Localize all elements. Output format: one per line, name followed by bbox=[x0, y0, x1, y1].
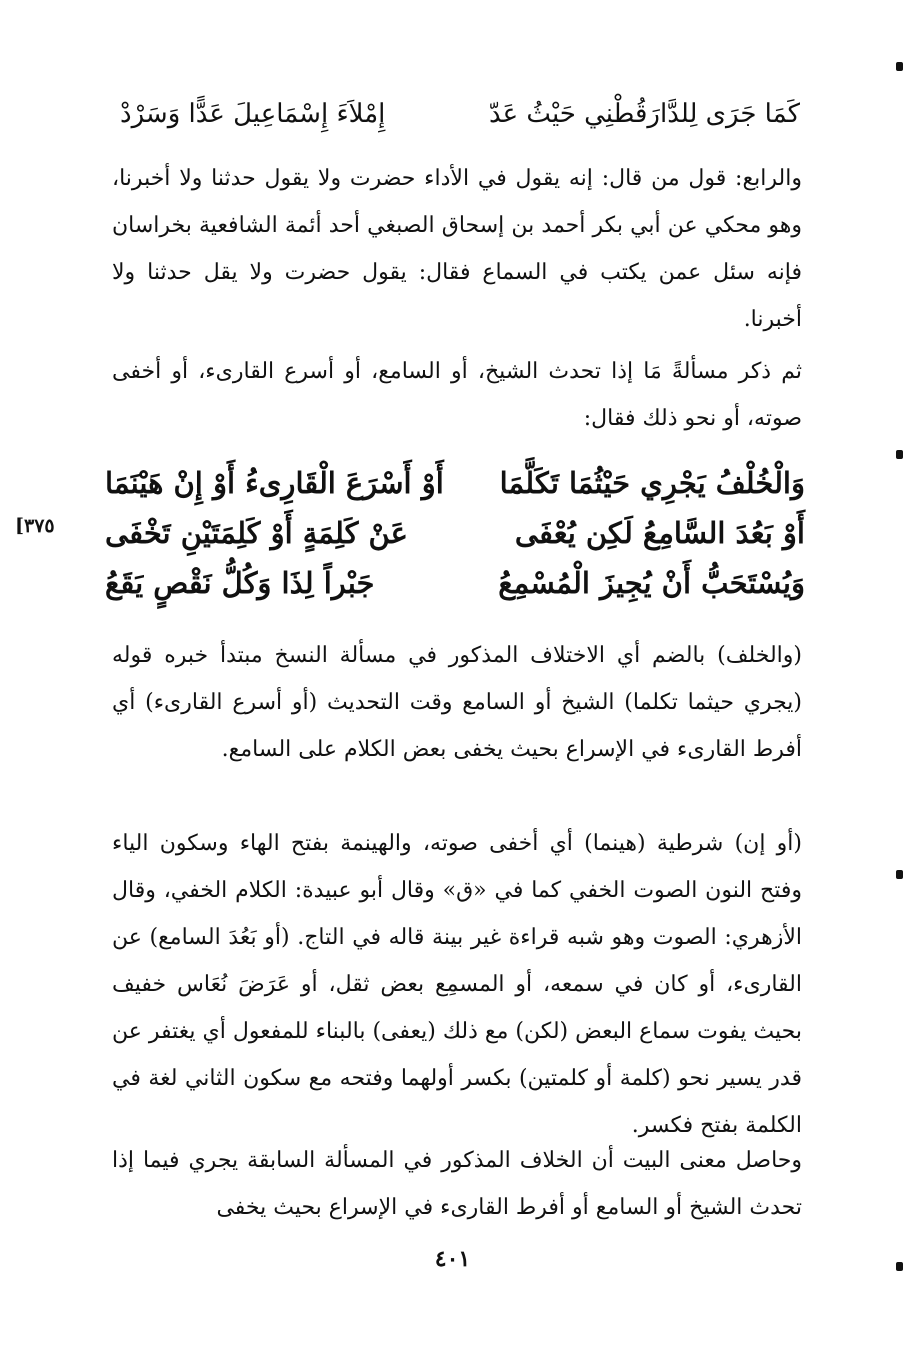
verse-line bbox=[105, 508, 805, 558]
verse-hemistich-left: أَوْ أَسْرَعَ الْقَارِىءُ أَوْ إِنْ هَيْنَمَا bbox=[105, 466, 444, 500]
page-edge-mark bbox=[896, 450, 903, 459]
verse-hemistich-right: كَمَا جَرَى لِلدَّارَقُطْنِي حَيْثُ عَدّ bbox=[489, 99, 800, 129]
verse-hemistich-right: وَيُسْتَحَبُّ أَنْ يُجِيزَ الْمُسْمِعُ bbox=[498, 566, 805, 600]
verse-hemistich-right: أَوْ بَعُدَ السَّامِعُ لَكِن يُعْفَى bbox=[514, 516, 805, 550]
page-number: ٤٠١ bbox=[434, 1246, 471, 1272]
verse-hemistich-right: وَالْخُلْفُ يَجْرِي حَيْثُمَا تَكَلَّمَا bbox=[499, 466, 805, 500]
verse-line bbox=[105, 558, 805, 608]
paragraph-summary: وحاصل معنى البيت أن الخلاف المذكور في المسألة السابقة يجري فيما إذا تحدث الشيخ أو السامع أو أفرط القارىء في الإسراع بحيث يخفى bbox=[112, 1148, 802, 1220]
verse-hemistich-left: إِمْلاَءَ إِسْمَاعِيلَ عَدًّا وَسَرْدْ bbox=[120, 99, 386, 129]
paragraph-commentary-khulf: (والخلف) بالضم أي الاختلاف المذكور في مسألة النسخ مبتدأ خبره قوله (يجري حيثما تكلما) الشيخ أو السامع وقت التحديث (أو أسرع القارىء) أي أفرط القارىء في الإسراع بحيث يخفى بعض الكلام على السامع. bbox=[112, 643, 802, 762]
verse-line bbox=[105, 458, 805, 508]
verse-couplet bbox=[120, 92, 800, 136]
paragraph-fourth-opinion: والرابع: قول من قال: إنه يقول في الأداء حضرت ولا يقول حدثنا ولا أخبرنا، وهو محكي عن أبي بكر أحمد بن إسحاق الصبغي أحد أئمة الشافعية بخراسان فإنه سئل عمن يكتب في السماع فقال: يقول حضرت ولا يقل حدثنا ولا أخبرنا. bbox=[112, 166, 802, 332]
page-edge-mark bbox=[896, 870, 903, 879]
page-edge-mark bbox=[896, 1262, 903, 1271]
verse-hemistich-left: عَنْ كَلِمَةٍ أَوْ كَلِمَتَيْنِ تَخْفَى bbox=[105, 516, 408, 550]
paragraph-commentary-haynama: (أو إن) شرطية (هينما) أي أخفى صوته، والهينمة بفتح الهاء وسكون الياء وفتح النون الصوت الخفي كما في «ق» وقال أبو عبيدة: الكلام الخفي، وقال الأزهري: الصوت وهو شبه قراءة غير بينة قاله في التاج. (أو بَعُدَ السامع) عن القارىء، أو كان في سمعه، أو المسمِع بعض ثقل، أو عَرَضَ نُعَاس خفيف بحيث يفوت سماع البعض (لكن) مع ذلك (يعفى) بالبناء للمفعول أي يغتفر عن قدر يسير نحو (كلمة أو كلمتين) بكسر أولهما وفتحه مع سكون الثاني لغة في الكلمة بفتح فكسر. bbox=[112, 831, 802, 1138]
paragraph-issue-intro: ثم ذكر مسألةً مَا إذا تحدث الشيخ، أو السامع، أو أسرع القارىء، أو أخفى صوته، أو نحو ذلك فقال: bbox=[112, 359, 802, 431]
page-edge-mark bbox=[896, 62, 903, 71]
verse-hemistich-left: جَبْراً لِذَا وَكُلُّ نَقْصٍ يَقَعُ bbox=[105, 566, 375, 600]
verse-block bbox=[105, 458, 805, 608]
verse-number-marker: [٣٧٥ bbox=[15, 515, 55, 537]
